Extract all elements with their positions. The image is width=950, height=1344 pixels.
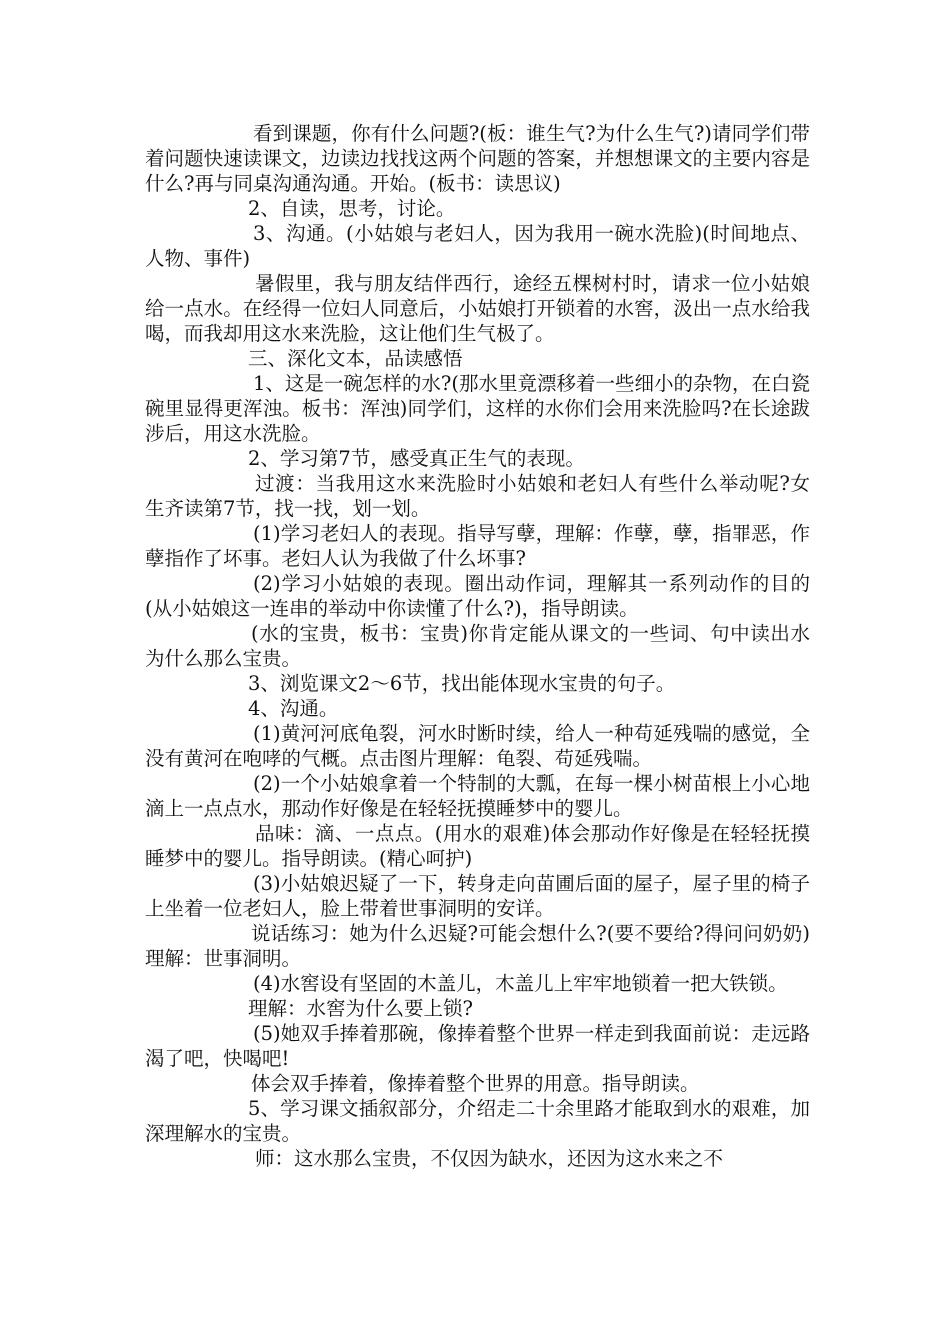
- paragraph: 看到课题，你有什么问题?(板：谁生气?为什么生气?)请同学们带着问题快速读课文，边读边找找这两个问题的答案，并想想课文的主要内容是什么?再与同桌沟通沟通。开始。(板书：读思议): [145, 122, 810, 195]
- paragraph: (5)她双手捧着那碗，像捧着整个世界一样走到我面前说：走远路渴了吧，快喝吧!: [145, 1022, 810, 1070]
- paragraph: 3、沟通。(小姑娘与老妇人，因为我用一碗水洗脸)(时间地点、人物、事件): [145, 222, 810, 270]
- paragraph: (4)水窖设有坚固的木盖儿，木盖儿上牢牢地锁着一把大铁锁。: [253, 972, 788, 995]
- paragraph: 3、浏览课文2～6节，找出能体现水宝贵的句子。: [248, 672, 676, 695]
- paragraph: (水的宝贵，板书：宝贵)你肯定能从课文的一些词、句中读出水为什么那么宝贵。: [145, 622, 810, 670]
- paragraph: 1、这是一碗怎样的水?(那水里竟漂移着一些细小的杂物，在白瓷碗里显得更浑浊。板书：浑浊)同学们，这样的水你们会用来洗脸吗?在长途跋涉后，用这水洗脸。: [145, 372, 810, 445]
- paragraph: 4、沟通。: [248, 697, 339, 720]
- paragraph: (2)学习小姑娘的表现。圈出动作词，理解其一系列动作的目的(从小姑娘这一连串的举动中你读懂了什么?)，指导朗读。: [145, 572, 810, 620]
- paragraph: (1)黄河河底龟裂，河水时断时续，给人一种苟延残喘的感觉，全没有黄河在咆哮的气概。点击图片理解：龟裂、苟延残喘。: [145, 722, 810, 770]
- paragraph: 暑假里，我与朋友结伴西行，途经五棵树村时，请求一位小姑娘给一点水。在经得一位妇人同意后，小姑娘打开锁着的水窖，汲出一点水给我喝，而我却用这水来洗脸，这让他们生气极了。: [145, 272, 810, 345]
- paragraph: 说话练习：她为什么迟疑?可能会想什么?(要不要给?得问问奶奶)理解：世事洞明。: [145, 922, 810, 970]
- paragraph: (1)学习老妇人的表现。指导写孽，理解：作孽，孽，指罪恶，作孽指作了坏事。老妇人认为我做了什么坏事?: [145, 522, 810, 570]
- paragraph: 师：这水那么宝贵，不仅因为缺水，还因为这水来之不: [255, 1147, 724, 1170]
- paragraph: (2)一个小姑娘拿着一个特制的大瓢，在每一棵小树苗根上小心地滴上一点点水，那动作好像是在轻轻抚摸睡梦中的婴儿。: [145, 772, 810, 820]
- document-body: [145, 121, 810, 1171]
- paragraph: 品味：滴、一点点。(用水的艰难)体会那动作好像是在轻轻抚摸睡梦中的婴儿。指导朗读。(精心呵护): [145, 822, 810, 870]
- paragraph: 2、学习第7节，感受真正生气的表现。: [248, 447, 585, 470]
- section-heading: 三、深化文本，品读感悟: [248, 347, 463, 370]
- paragraph: 理解：水窖为什么要上锁?: [248, 997, 473, 1020]
- paragraph: 体会双手捧着，像捧着整个世界的用意。指导朗读。: [251, 1072, 700, 1095]
- paragraph: 2、自读，思考，讨论。: [248, 197, 456, 220]
- paragraph: (3)小姑娘迟疑了一下，转身走向苗圃后面的屋子，屋子里的椅子上坐着一位老妇人，脸上带着世事洞明的安详。: [145, 872, 810, 920]
- paragraph: 5、学习课文插叙部分，介绍走二十余里路才能取到水的艰难，加深理解水的宝贵。: [145, 1097, 810, 1145]
- paragraph: 过渡：当我用这水来洗脸时小姑娘和老妇人有些什么举动呢?女生齐读第7节，找一找，划一划。: [145, 472, 810, 520]
